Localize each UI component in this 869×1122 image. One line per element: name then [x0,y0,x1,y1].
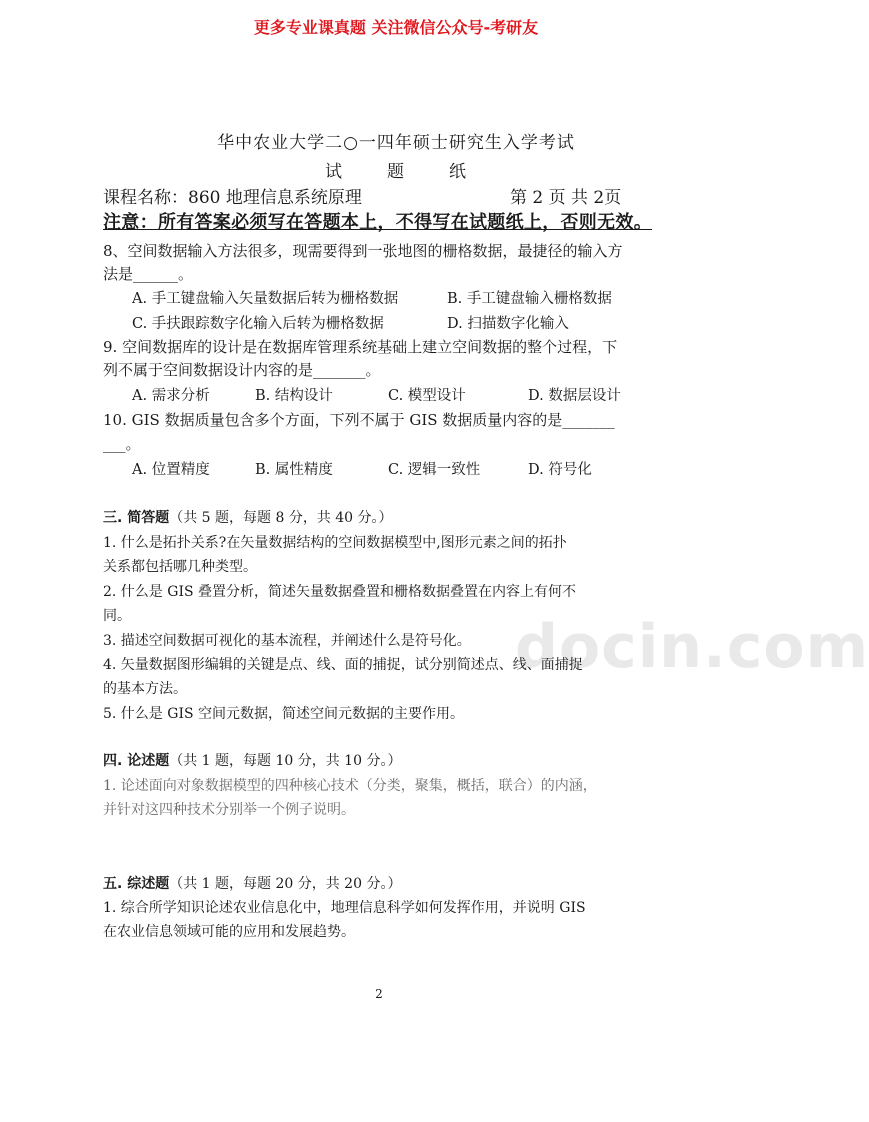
q10-option-b: B. 属性精度 [255,462,333,478]
s5-q1-line2: 在农业信息领域可能的应用和发展趋势。 [103,924,355,940]
s5-q1-line1: 1. 综合所学知识论述农业信息化中，地理信息科学如何发挥作用，并说明 GIS [103,900,586,916]
q8-option-a: A. 手工键盘输入矢量数据后转为栅格数据 [132,291,399,307]
s3-q2-line2: 同。 [103,608,131,624]
q10-option-a: A. 位置精度 [132,462,210,478]
q9-option-c: C. 模型设计 [388,388,466,404]
q10-option-d: D. 符号化 [528,462,592,478]
q8-option-b: B. 手工键盘输入栅格数据 [447,291,612,307]
s3-q2-line1: 2. 什么是 GIS 叠置分析，简述矢量数据叠置和栅格数据叠置在内容上有何不 [103,584,577,600]
q10-text-line1: 10. GIS 数据质量包含多个方面，下列不属于 GIS 数据质量内容的是_______ [103,411,615,429]
page-info: 第 2 页 共 2页 [510,188,622,208]
s4-q1-line2: 并针对这四种技术分别举一个例子说明。 [103,802,355,818]
q9-text-line2: 列不属于空间数据设计内容的是_______。 [103,361,381,379]
section5-heading: 五. 综述题（共 1 题，每题 20 分，共 20 分。） [103,876,402,892]
page-number: 2 [375,987,383,1001]
q8-option-d: D. 扫描数字化输入 [447,316,569,332]
exam-title: 华中农业大学二○一四年硕士研究生入学考试 [217,133,575,153]
promo-banner: 更多专业课真题 关注微信公众号-考研友 [253,18,539,37]
q10-option-c: C. 逻辑一致性 [388,462,481,478]
q9-option-d: D. 数据层设计 [528,388,621,404]
section3-heading: 三. 简答题（共 5 题，每题 8 分，共 40 分。） [103,510,393,526]
watermark: docin.com [515,612,869,682]
q9-option-b: B. 结构设计 [255,388,333,404]
s3-q1-line2: 关系都包括哪几种类型。 [103,559,257,575]
q8-text-line1: 8、空间数据输入方法很多，现需要得到一张地图的栅格数据，最捷径的输入方 [103,242,623,260]
s3-q1-line1: 1. 什么是拓扑关系?在矢量数据结构的空间数据模型中,图形元素之间的拓扑 [103,535,567,551]
exam-notice: 注意：所有答案必须写在答题本上，不得写在试题纸上，否则无效。 [103,212,652,233]
q8-text-line2: 法是______。 [103,265,194,283]
s3-q4-line2: 的基本方法。 [103,681,187,697]
exam-subtitle: 试 题 纸 [325,162,467,182]
s3-q4-line1: 4. 矢量数据图形编辑的关键是点、线、面的捕捉，试分别简述点、线、面捕捉 [103,657,583,673]
course-name: 课程名称：860 地理信息系统原理 [103,188,362,208]
s4-q1-line1: 1. 论述面向对象数据模型的四种核心技术（分类，聚集，概括，联合）的内涵， [103,778,597,794]
q10-text-line2: ___。 [103,435,141,453]
section4-heading: 四. 论述题（共 1 题，每题 10 分，共 10 分。） [103,753,402,769]
s3-q5: 5. 什么是 GIS 空间元数据，简述空间元数据的主要作用。 [103,706,465,722]
q9-option-a: A. 需求分析 [132,388,210,404]
q8-option-c: C. 手扶跟踪数字化输入后转为栅格数据 [132,316,384,332]
q9-text-line1: 9. 空间数据库的设计是在数据库管理系统基础上建立空间数据的整个过程，下 [103,338,618,356]
s3-q3: 3. 描述空间数据可视化的基本流程，并阐述什么是符号化。 [103,633,471,649]
